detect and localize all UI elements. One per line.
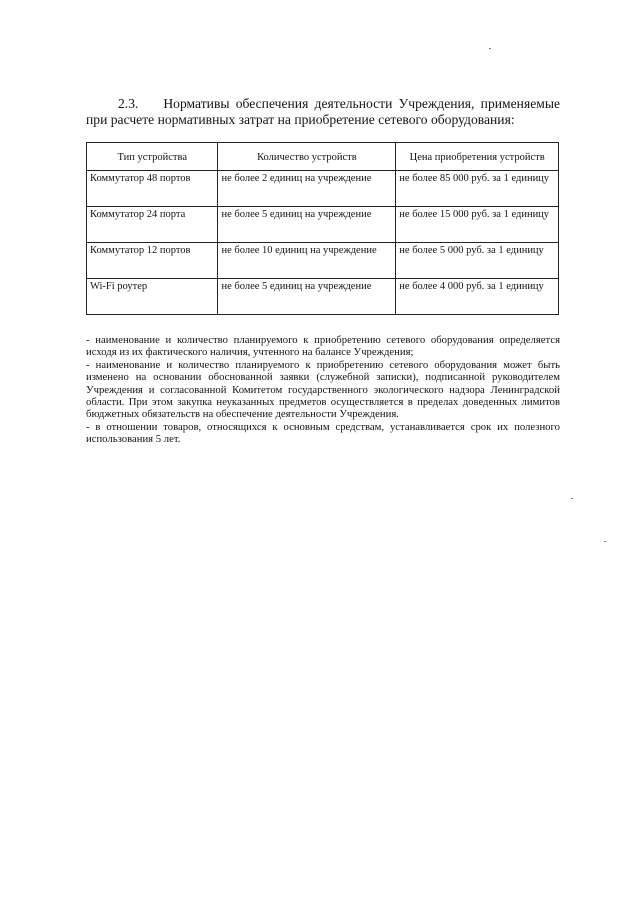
notes-block bbox=[86, 334, 560, 446]
scan-speck bbox=[604, 541, 606, 542]
section-heading-line1 bbox=[86, 96, 560, 112]
header-device-type: Тип устройства bbox=[87, 143, 218, 171]
table-header-row bbox=[87, 143, 559, 171]
section-title-line1: Нормативы обеспечения деятельности Учреждения, применяемые bbox=[163, 96, 560, 111]
note-paragraph: - наименование и количество планируемого к приобретению сетевого оборудования может быть изменено на основании обоснованной заявки (служебной записки), подписанной руководителем Учреждения и согласованной Комитетом государственного экологического надзора Ленинградской области. При этом закупка неуказанных предметов осуществляется в пределах доведенных лимитов бюджетных обязательств на обеспечение деятельности Учреждения. bbox=[86, 358, 560, 421]
scan-speck bbox=[489, 48, 491, 49]
table-row bbox=[87, 243, 559, 279]
section-number: 2.3. bbox=[118, 96, 139, 111]
table-row bbox=[87, 207, 559, 243]
cell-device-type: Коммутатор 24 порта bbox=[87, 207, 218, 243]
cell-device-price: не более 85 000 руб. за 1 единицу bbox=[396, 171, 559, 207]
cell-device-quantity: не более 2 единиц на учреждение bbox=[218, 171, 396, 207]
table-row bbox=[87, 171, 559, 207]
cell-device-type: Коммутатор 48 портов bbox=[87, 171, 218, 207]
note-paragraph: - наименование и количество планируемого к приобретению сетевого оборудования определяется исходя из их фактического наличия, учтенного на балансе Учреждения; bbox=[86, 334, 560, 359]
cell-device-type: Wi-Fi роутер bbox=[87, 279, 218, 315]
scan-speck bbox=[571, 498, 573, 499]
header-device-price: Цена приобретения устройств bbox=[396, 143, 559, 171]
section-title-line2: при расчете нормативных затрат на приобретение сетевого оборудования: bbox=[86, 112, 515, 127]
cell-device-quantity: не более 5 единиц на учреждение bbox=[218, 279, 396, 315]
section-heading bbox=[86, 96, 560, 128]
cell-device-type: Коммутатор 12 портов bbox=[87, 243, 218, 279]
header-device-quantity: Количество устройств bbox=[218, 143, 396, 171]
cell-device-price: не более 15 000 руб. за 1 единицу bbox=[396, 207, 559, 243]
table-row bbox=[87, 279, 559, 315]
cell-device-price: не более 5 000 руб. за 1 единицу bbox=[396, 243, 559, 279]
cell-device-quantity: не более 10 единиц на учреждение bbox=[218, 243, 396, 279]
note-paragraph: - в отношении товаров, относящихся к основным средствам, устанавливается срок их полезного использования 5 лет. bbox=[86, 420, 560, 446]
cell-device-price: не более 4 000 руб. за 1 единицу bbox=[396, 279, 559, 315]
cell-device-quantity: не более 5 единиц на учреждение bbox=[218, 207, 396, 243]
equipment-norms-table bbox=[86, 142, 559, 315]
